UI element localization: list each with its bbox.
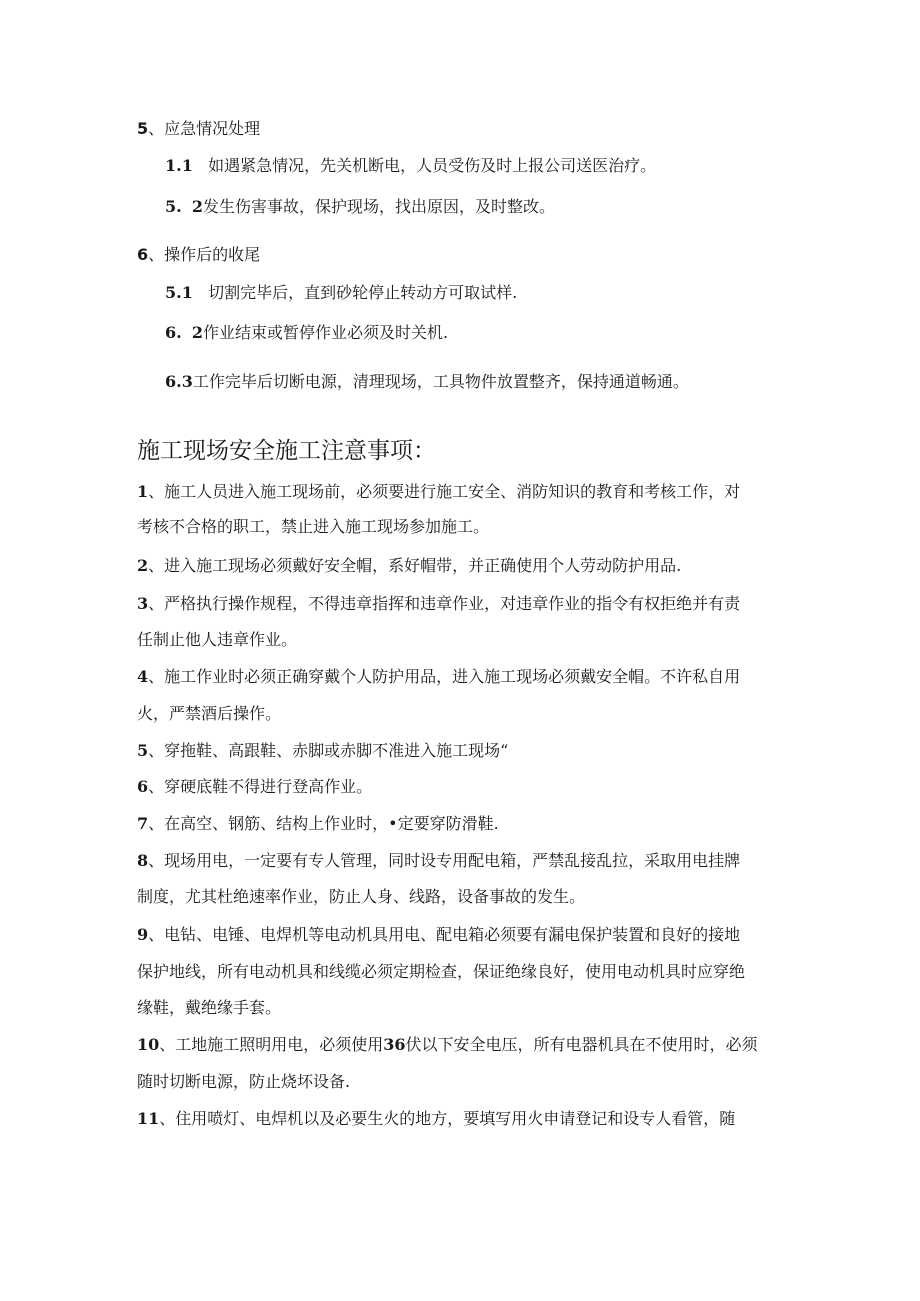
notice-item-3-line-2: 任制止他人违章作业。 (137, 630, 298, 649)
item-text: 工作完毕后切断电源，清理现场，工具物件放置整齐，保持通道畅通。 (192, 372, 689, 391)
item-number: 4 (137, 667, 149, 686)
item-text: 、施工人员进入施工现场前，必须要进行施工安全、消防知识的教育和考核工作，对 (148, 482, 741, 501)
item-text: 发生伤害事故，保护现场，找出原因，及时整改。 (203, 197, 556, 216)
notice-item-9-line-2: 保护地线，所有电动机具和线缆必须定期检查，保证绝缘良好，使用电动机具时应穿绝 (137, 962, 746, 981)
item-text: 、工地施工照明用电，必须使用 (159, 1035, 384, 1054)
item-number: 11 (137, 1109, 160, 1128)
item-number: 2 (137, 556, 149, 575)
section-6-item-2 (165, 323, 448, 343)
section-6-title: 、操作后的收尾 (148, 245, 261, 264)
notice-item-4-line-2: 火，严禁酒后操作。 (137, 704, 282, 723)
item-number: 7 (137, 814, 149, 833)
item-number-suffix: 2 (191, 197, 204, 216)
item-number: 5. (165, 197, 182, 216)
section-5-item-2 (165, 197, 555, 217)
notice-item-11-line-1 (137, 1109, 735, 1129)
notice-item-6-line-1 (137, 777, 372, 797)
item-number: 1 (137, 482, 149, 501)
item-text: 、进入施工现场必须戴好安全帽，系好帽带，并正确使用个人劳动防护用品. (148, 556, 682, 575)
section-5-number: 5 (137, 119, 149, 138)
item-number: 6 (137, 777, 149, 796)
notice-item-4-line-1 (137, 667, 740, 687)
notice-item-1-line-2: 考核不合格的职工，禁止进入施工现场参加施工。 (137, 517, 490, 536)
section-6-heading (137, 245, 260, 265)
notice-item-5-line-1 (137, 741, 508, 761)
item-text: 、穿硬底鞋不得进行登高作业。 (148, 777, 373, 796)
notice-item-9-line-3: 缘鞋，戴绝缘手套。 (137, 998, 282, 1017)
item-text: 、严格执行操作规程，不得违章指挥和违章作业，对违章作业的指令有权拒绝并有责 (148, 594, 741, 613)
item-text: 、在高空、钢筋、结构上作业时，•定要穿防滑鞋. (148, 814, 499, 833)
section-6-item-3 (165, 372, 689, 392)
item-number: 1.1 (165, 156, 193, 175)
section-5-heading (137, 119, 260, 139)
section-6-number: 6 (137, 245, 149, 264)
section-5-title: 、应急情况处理 (148, 119, 261, 138)
item-text: 切割完毕后，直到砂轮停止转动方可取试样. (208, 283, 518, 302)
item-number: 10 (137, 1035, 160, 1054)
item-text: 、穿拖鞋、高跟鞋、赤脚或赤脚不准进入施工现场“ (148, 741, 509, 760)
item-text: 如遇紧急情况，先关机断电，人员受伤及时上报公司送医治疗。 (208, 156, 657, 175)
item-number: 6. (165, 323, 182, 342)
item-number: 5 (137, 741, 149, 760)
notice-item-8-line-1 (137, 851, 740, 871)
item-number: 8 (137, 851, 149, 870)
notice-item-8-line-2: 制度，尤其杜绝速率作业，防止人身、线路，设备事故的发生。 (137, 887, 586, 906)
notice-item-9-line-1 (137, 925, 740, 945)
notice-item-3-line-1 (137, 594, 740, 614)
notice-item-10-line-2: 随时切断电源，防止烧坏设备. (137, 1072, 351, 1091)
notice-item-2-line-1 (137, 556, 681, 576)
voltage-value: 36 (383, 1035, 406, 1054)
item-number: 3 (137, 594, 149, 613)
notice-item-1-line-1 (137, 482, 740, 502)
item-text: 、住用喷灯、电焊机以及必要生火的地方，要填写用火申请登记和设专人看管，随 (159, 1109, 736, 1128)
item-text: 、电钻、电锤、电焊机等电动机具用电、配电箱必须要有漏电保护装置和良好的接地 (148, 925, 741, 944)
item-text: 作业结束或暂停作业必须及时关机. (203, 323, 449, 342)
item-text: 、现场用电，一定要有专人管理，同时设专用配电箱，严禁乱接乱拉，采取用电挂牌 (148, 851, 741, 870)
item-text: 、施工作业时必须正确穿戴个人防护用品，进入施工现场必须戴安全帽。不许私自用 (148, 667, 741, 686)
item-text-continued: 伏以下安全电压，所有电器机具在不使用时，必须 (405, 1035, 758, 1054)
item-number: 5.1 (165, 283, 193, 302)
notice-item-7-line-1 (137, 814, 499, 834)
item-number: 6.3 (165, 372, 193, 391)
notice-title: 施工现场安全施工注意事项： (137, 438, 436, 464)
section-6-item-1 (165, 283, 517, 303)
section-5-item-1 (165, 156, 656, 176)
notice-item-10-line-1 (137, 1035, 758, 1055)
item-number: 9 (137, 925, 149, 944)
item-number-suffix: 2 (191, 323, 204, 342)
